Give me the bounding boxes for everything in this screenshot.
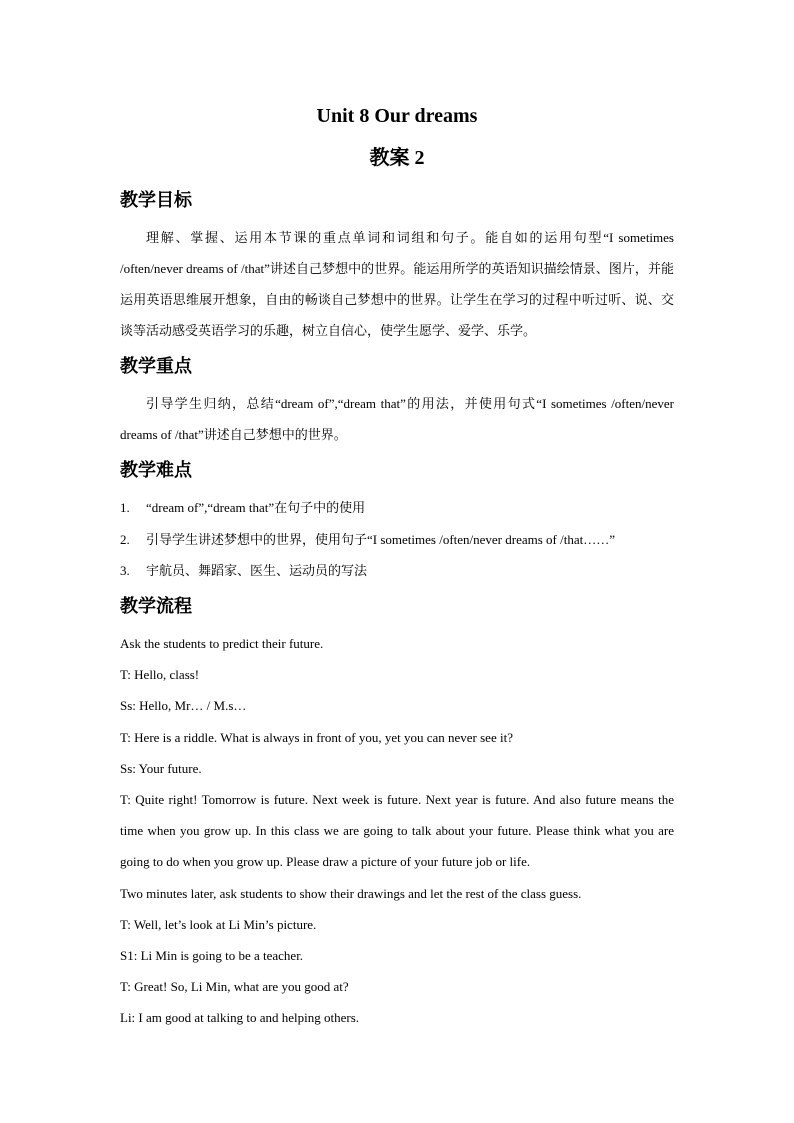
- objectives-text: 理解、掌握、运用本节课的重点单词和词组和句子。能自如的运用句型“I sometimes /often/never dreams of /that”讲述自己梦想中的世界。能运用所学的英语知识描绘情景、图片，并能运用英语思维展开想象，自由的畅谈自己梦想中的世界。让学生在学习的过程中听过听、说、交谈等活动感受英语学习的乐趣，树立自信心，使学生愿学、爱学、乐学。: [120, 230, 674, 338]
- key-points-text: 引导学生归纳，总结“dream of”,“dream that”的用法，并使用句式“I sometimes /often/never dreams of /that”讲述自己梦想中的世界。: [120, 396, 674, 442]
- list-item-number: 3.: [120, 563, 130, 578]
- procedure-line: T: Great! So, Li Min, what are you good at?: [120, 979, 349, 995]
- procedure-line: Ss: Hello, Mr… / M.s…: [120, 698, 247, 714]
- procedure-body: [120, 628, 674, 1034]
- procedure-line: Two minutes later, ask students to show their drawings and let the rest of the class guess.: [120, 885, 582, 901]
- key-points-heading: 教学重点: [120, 356, 192, 376]
- procedure-line: T: Hello, class!: [120, 667, 200, 683]
- procedure-line: T: Well, let’s look at Li Min’s picture.: [120, 916, 317, 932]
- list-item: [120, 492, 680, 524]
- list-item-number: 2.: [120, 531, 130, 547]
- list-item-number: 1.: [120, 500, 130, 515]
- procedure-heading: 教学流程: [120, 596, 192, 616]
- objectives-heading: 教学目标: [120, 190, 192, 210]
- list-item-text: 宇航员、舞蹈家、医生、运动员的写法: [146, 563, 368, 578]
- list-item-text: “dream of”,“dream that”在句子中的使用: [146, 500, 366, 515]
- difficulties-heading: 教学难点: [120, 460, 192, 480]
- procedure-line: Ask the students to predict their future.: [120, 636, 324, 651]
- procedure-line: T: Here is a riddle. What is always in front of you, yet you can never see it?: [120, 729, 513, 745]
- procedure-line: Li: I am good at talking to and helping others.: [120, 1010, 360, 1026]
- list-item-text: 引导学生讲述梦想中的世界，使用句子“I sometimes /often/never dreams of /that……”: [146, 531, 616, 547]
- difficulties-list: [120, 492, 680, 587]
- list-item: [120, 555, 680, 587]
- list-item: [120, 524, 680, 556]
- document-subtitle: 教案 2: [369, 147, 425, 169]
- document-title: Unit 8 Our dreams: [316, 105, 478, 127]
- procedure-line: T: Quite right! Tomorrow is future. Next week is future. Next year is future. And also future means the time when you grow up. In this class we are going to talk about your future. Please think what you are going to do when you grow up. Please draw a picture of your future job or life.: [120, 792, 674, 870]
- procedure-line: Ss: Your future.: [120, 760, 202, 776]
- procedure-line: S1: Li Min is going to be a teacher.: [120, 948, 304, 964]
